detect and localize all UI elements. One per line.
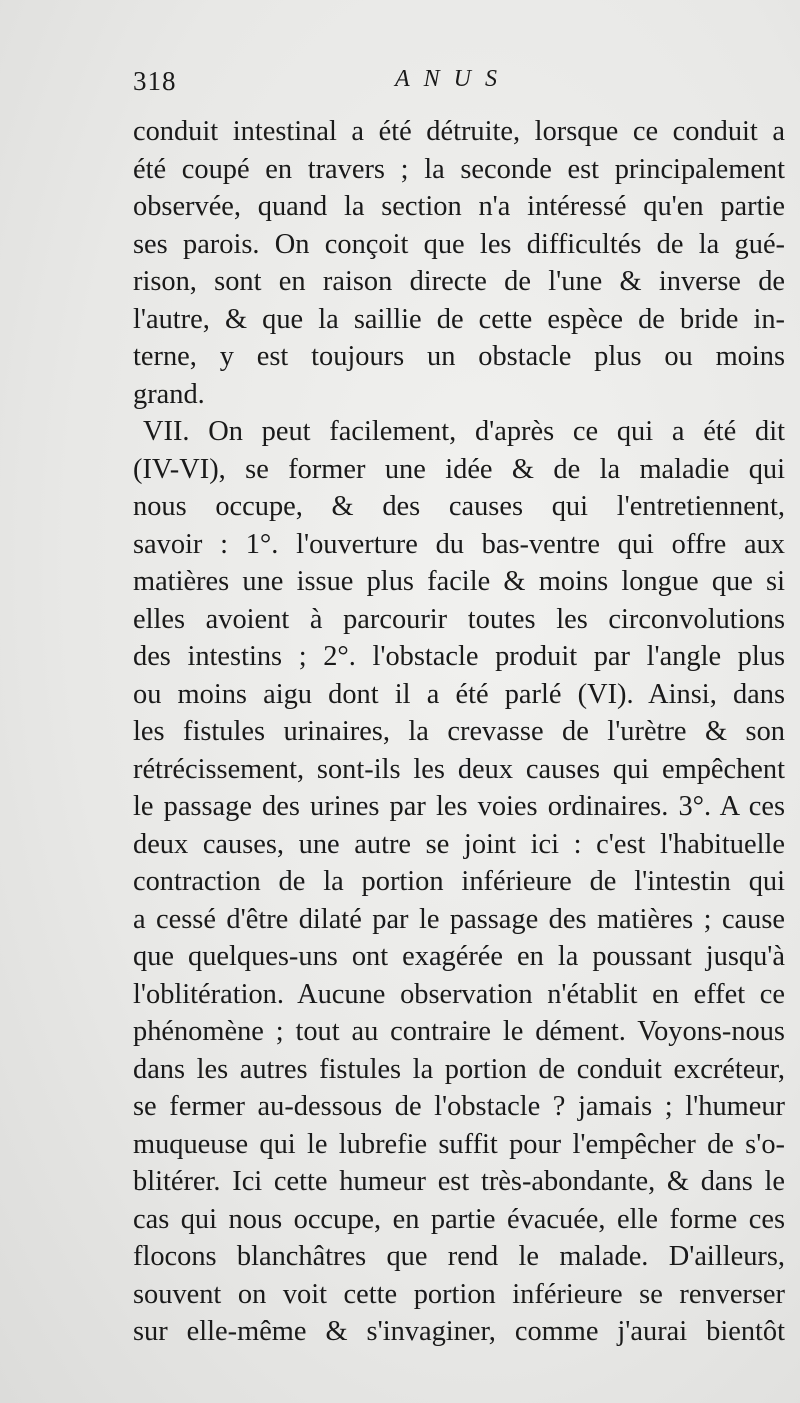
text-line: flocons blanchâtres que rend le malade. D'ailleurs,	[133, 1241, 785, 1272]
text-line: sur elle-même & s'invaginer, comme j'aurai bientôt	[133, 1316, 785, 1347]
text-line: muqueuse qui le lubrefie suffit pour l'empêcher de s'o-	[133, 1128, 785, 1160]
text-line: savoir : 1°. l'ouverture du bas-ventre qui offre aux	[133, 528, 785, 560]
text-line: que quelques-uns ont exagérée en la poussant jusqu'à	[133, 941, 785, 972]
text-line: elles avoient à parcourir toutes les circonvolutions	[133, 603, 785, 635]
text-line: grand.	[133, 378, 205, 410]
text-line: deux causes, une autre se joint ici : c'est l'habituelle	[133, 828, 785, 860]
page-number: 318	[133, 66, 177, 96]
text-line: été coupé en travers ; la seconde est principalement	[133, 153, 785, 185]
text-line: l'autre, & que la saillie de cette espèce de bride in-	[133, 303, 785, 335]
text-line: l'oblitération. Aucune observation n'établit en effet ce	[133, 978, 785, 1010]
body-text	[133, 113, 785, 1351]
running-head: ANUS	[395, 66, 511, 92]
text-line: contraction de la portion inférieure de l'intestin qui	[133, 866, 785, 897]
text-line: les fistules urinaires, la crevasse de l'urètre & son	[133, 716, 785, 747]
text-line: rison, sont en raison directe de l'une & inverse de	[133, 266, 785, 297]
text-line: nous occupe, & des causes qui l'entretiennent,	[133, 491, 785, 522]
text-line: ou moins aigu dont il a été parlé (VI). Ainsi, dans	[133, 678, 785, 710]
text-line: phénomène ; tout au contraire le dément. Voyons-nous	[133, 1016, 785, 1047]
text-line: des intestins ; 2°. l'obstacle produit par l'angle plus	[133, 641, 785, 672]
text-line: conduit intestinal a été détruite, lorsque ce conduit a	[133, 116, 785, 147]
text-line: blitérer. Ici cette humeur est très-abondante, & dans le	[133, 1166, 785, 1197]
text-line: le passage des urines par les voies ordinaires. 3°. A ces	[133, 791, 785, 822]
text-line: souvent on voit cette portion inférieure se renverser	[133, 1278, 785, 1310]
text-line: se fermer au-dessous de l'obstacle ? jamais ; l'humeur	[133, 1091, 785, 1122]
text-line: dans les autres fistules la portion de conduit excréteur,	[133, 1053, 785, 1085]
text-line: ses parois. On conçoit que les difficultés de la gué-	[133, 228, 785, 260]
text-line: matières une issue plus facile & moins longue que si	[133, 566, 785, 597]
text-line: (IV-VI), se former une idée & de la maladie qui	[133, 453, 785, 485]
text-line: terne, y est toujours un obstacle plus ou moins	[133, 341, 785, 372]
text-line: observée, quand la section n'a intéressé qu'en partie	[133, 191, 785, 222]
text-line: rétrécissement, sont-ils les deux causes qui empêchent	[133, 753, 785, 785]
text-line: a cessé d'être dilaté par le passage des matières ; cause	[133, 903, 785, 935]
text-line: cas qui nous occupe, en partie évacuée, elle forme ces	[133, 1203, 785, 1235]
page-header	[133, 66, 793, 106]
text-line: VII. On peut facilement, d'après ce qui a été dit	[143, 416, 785, 447]
